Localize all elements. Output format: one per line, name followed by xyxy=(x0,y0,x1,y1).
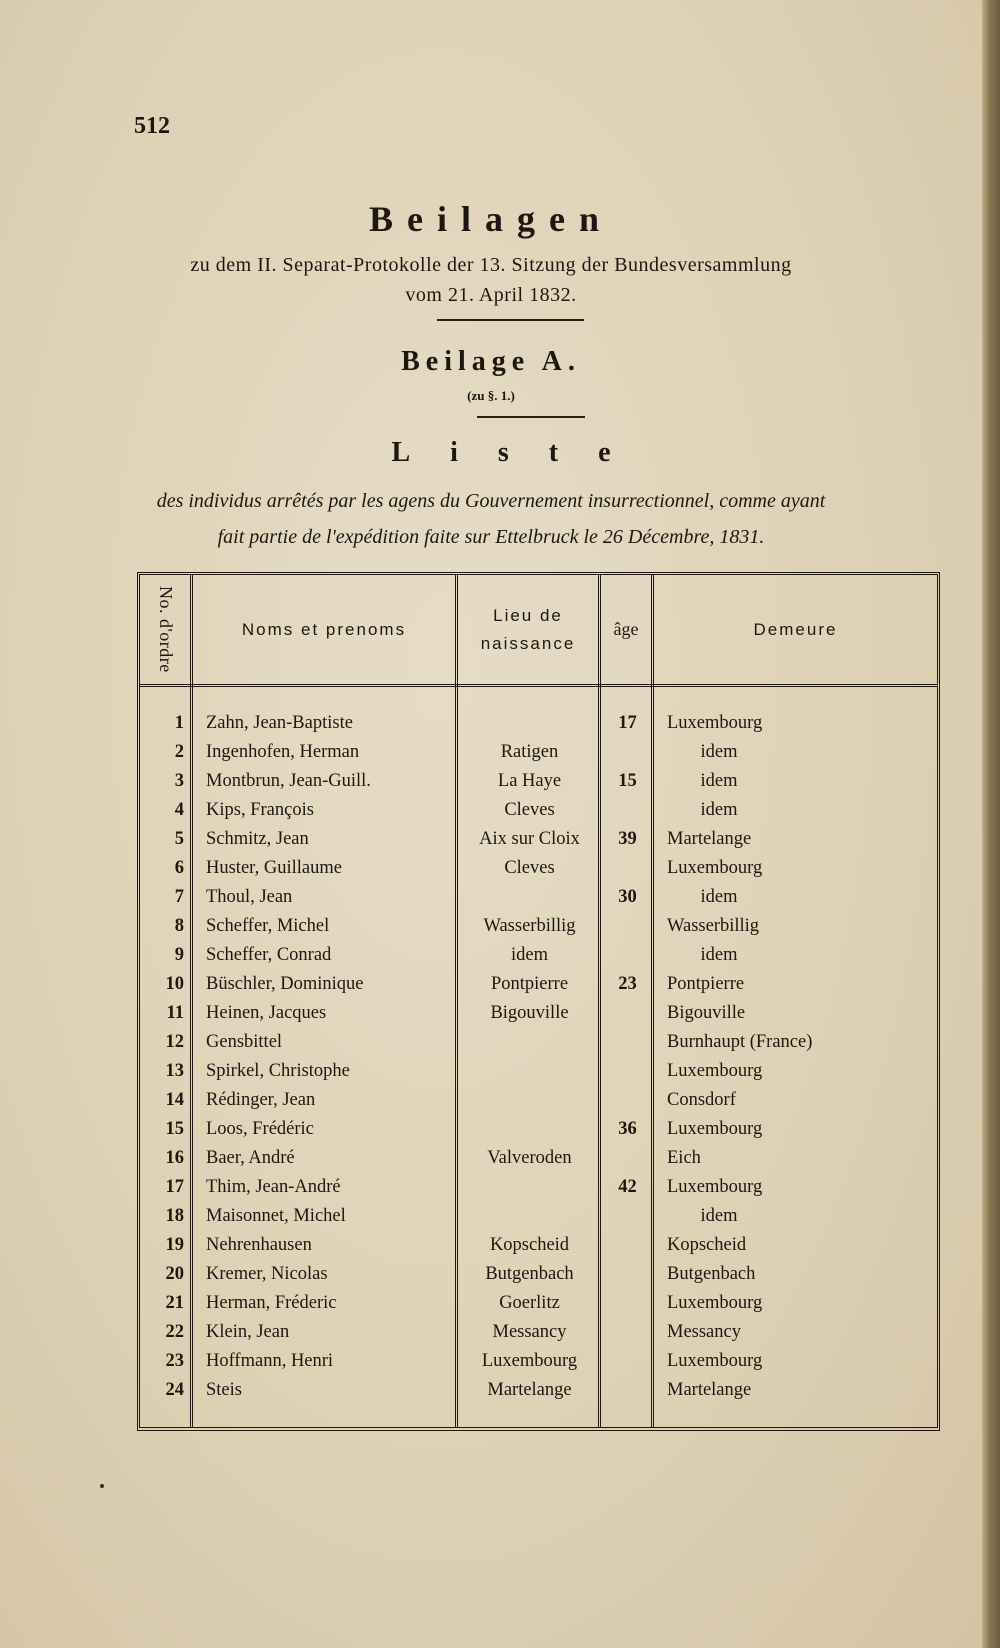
table-row xyxy=(140,970,937,999)
cell-lieu: Valveroden xyxy=(487,1148,572,1168)
table-body xyxy=(140,709,937,1405)
cell-no: 10 xyxy=(165,974,184,994)
header-age: âge xyxy=(613,619,639,640)
cell-age: 30 xyxy=(618,887,637,907)
cell-lieu: Kopscheid xyxy=(489,1235,570,1255)
cell-name: Montbrun, Jean-Guill. xyxy=(206,771,371,791)
page-title: Beilagen xyxy=(369,199,613,239)
cell-no: 6 xyxy=(174,858,184,878)
cell-no: 9 xyxy=(174,945,184,965)
list-title: Liste xyxy=(391,437,651,468)
ink-spot xyxy=(100,1484,104,1488)
table-row xyxy=(140,1144,937,1173)
table-row xyxy=(140,883,937,912)
cell-no: 19 xyxy=(165,1235,184,1255)
cell-demeure: Luxembourg xyxy=(667,713,763,733)
cell-lieu: Butgenbach xyxy=(485,1264,574,1284)
cell-demeure: Pontpierre xyxy=(667,974,745,994)
cell-age: 15 xyxy=(618,771,637,791)
cell-age: 23 xyxy=(618,974,637,994)
cell-demeure: idem xyxy=(700,771,738,791)
table-row xyxy=(140,738,937,767)
cell-name: Rédinger, Jean xyxy=(206,1090,316,1110)
cell-age: 42 xyxy=(618,1177,637,1197)
cell-name: Büschler, Dominique xyxy=(206,974,364,994)
cell-demeure: Luxembourg xyxy=(667,1061,763,1081)
cell-name: Steis xyxy=(206,1380,242,1400)
cell-lieu: La Haye xyxy=(497,771,562,791)
table-row xyxy=(140,825,937,854)
cell-demeure: Consdorf xyxy=(667,1090,736,1110)
cell-demeure: Martelange xyxy=(667,1380,752,1400)
cell-name: Baer, André xyxy=(206,1148,295,1168)
cell-no: 24 xyxy=(165,1380,184,1400)
cell-no: 11 xyxy=(166,1003,184,1023)
divider xyxy=(437,319,584,321)
table-row xyxy=(140,709,937,738)
page-edge xyxy=(982,0,1000,1648)
description-line-2: fait partie de l'expédition faite sur Ettelbruck le 26 Décembre, 1831. xyxy=(217,526,765,548)
cell-lieu: Wasserbillig xyxy=(483,916,576,936)
cell-lieu: Cleves xyxy=(504,800,555,820)
cell-name: Herman, Fréderic xyxy=(206,1293,337,1313)
cell-demeure: Luxembourg xyxy=(667,858,763,878)
cell-no: 18 xyxy=(165,1206,184,1226)
cell-demeure: idem xyxy=(700,887,738,907)
cell-no: 17 xyxy=(165,1177,184,1197)
table-row xyxy=(140,1202,937,1231)
table-row xyxy=(140,1289,937,1318)
header-divider xyxy=(140,684,937,687)
cell-name: Gensbittel xyxy=(206,1032,283,1052)
table-row xyxy=(140,1173,937,1202)
cell-lieu: idem xyxy=(511,945,548,965)
table-row xyxy=(140,999,937,1028)
cell-demeure: Kopscheid xyxy=(667,1235,747,1255)
cell-no: 2 xyxy=(174,742,184,762)
cell-name: Zahn, Jean-Baptiste xyxy=(206,713,353,733)
header-no-ordre: No. d'ordre xyxy=(155,586,176,673)
section-title: Beilage A. xyxy=(401,346,581,377)
table-row xyxy=(140,1231,937,1260)
page-number: 512 xyxy=(134,113,170,139)
cell-demeure: idem xyxy=(700,945,738,965)
cell-name: Thoul, Jean xyxy=(206,887,293,907)
cell-name: Ingenhofen, Herman xyxy=(206,742,360,762)
cell-demeure: Wasserbillig xyxy=(667,916,760,936)
cell-no: 20 xyxy=(165,1264,184,1284)
cell-name: Thim, Jean-André xyxy=(206,1177,341,1197)
cell-no: 21 xyxy=(165,1293,184,1313)
table-row xyxy=(140,1376,937,1405)
cell-name: Kremer, Nicolas xyxy=(206,1264,328,1284)
cell-demeure: Messancy xyxy=(667,1322,741,1342)
cell-name: Hoffmann, Henri xyxy=(206,1351,334,1371)
cell-name: Huster, Guillaume xyxy=(206,858,342,878)
table-row xyxy=(140,941,937,970)
cell-name: Nehrenhausen xyxy=(206,1235,312,1255)
cell-demeure: Burnhaupt (France) xyxy=(667,1032,813,1052)
cell-lieu: Aix sur Cloix xyxy=(479,829,580,849)
cell-lieu: Pontpierre xyxy=(490,974,569,994)
cell-age: 36 xyxy=(618,1119,637,1139)
cell-lieu: Martelange xyxy=(487,1380,572,1400)
cell-no: 8 xyxy=(174,916,184,936)
cell-no: 12 xyxy=(165,1032,184,1052)
cell-lieu: Cleves xyxy=(504,858,555,878)
header-demeure: Demeure xyxy=(753,619,838,639)
cell-demeure: Luxembourg xyxy=(667,1351,763,1371)
cell-no: 4 xyxy=(174,800,184,820)
subtitle-line-2: vom 21. April 1832. xyxy=(405,284,577,306)
cell-age: 17 xyxy=(618,713,637,733)
cell-name: Heinen, Jacques xyxy=(206,1003,327,1023)
header-noms-prenoms: Noms et prenoms xyxy=(241,619,407,639)
header-lieu-naissance: Lieu de naissance xyxy=(480,606,576,653)
cell-name: Kips, François xyxy=(206,800,314,820)
cell-demeure: idem xyxy=(700,742,738,762)
cell-no: 15 xyxy=(165,1119,184,1139)
cell-demeure: Martelange xyxy=(667,829,752,849)
cell-no: 3 xyxy=(174,771,184,791)
cell-no: 23 xyxy=(165,1351,184,1371)
table-row xyxy=(140,1318,937,1347)
cell-age: 39 xyxy=(618,829,637,849)
table-row xyxy=(140,912,937,941)
description-line-1: des individus arrêtés par les agens du Gouvernement insurrectionnel, comme ayant xyxy=(156,490,826,512)
cell-name: Maisonnet, Michel xyxy=(206,1206,346,1226)
subtitle-line-1: zu dem II. Separat-Protokolle der 13. Sitzung der Bundesversammlung xyxy=(190,254,792,276)
cell-name: Spirkel, Christophe xyxy=(206,1061,350,1081)
cell-no: 1 xyxy=(174,713,184,733)
table-row xyxy=(140,796,937,825)
table-row xyxy=(140,1057,937,1086)
cell-demeure: Bigouville xyxy=(667,1003,746,1023)
detainee-table xyxy=(137,572,940,1431)
cell-no: 14 xyxy=(165,1090,184,1110)
cell-lieu: Bigouville xyxy=(490,1003,569,1023)
cell-no: 7 xyxy=(174,887,184,907)
cell-demeure: Luxembourg xyxy=(667,1119,763,1139)
cell-name: Schmitz, Jean xyxy=(206,829,309,849)
cell-lieu: Goerlitz xyxy=(499,1293,560,1313)
cell-demeure: Butgenbach xyxy=(667,1264,756,1284)
cell-lieu: Messancy xyxy=(492,1322,567,1342)
cell-demeure: idem xyxy=(700,1206,738,1226)
cell-name: Scheffer, Conrad xyxy=(206,945,332,965)
section-note: (zu §. 1.) xyxy=(467,388,515,403)
divider xyxy=(477,416,585,418)
cell-no: 13 xyxy=(165,1061,184,1081)
table-row xyxy=(140,1260,937,1289)
cell-name: Klein, Jean xyxy=(206,1322,290,1342)
table-row xyxy=(140,1028,937,1057)
cell-name: Scheffer, Michel xyxy=(206,916,330,936)
cell-demeure: Luxembourg xyxy=(667,1293,763,1313)
table-row xyxy=(140,1347,937,1376)
table-row xyxy=(140,854,937,883)
cell-no: 5 xyxy=(174,829,184,849)
table-row xyxy=(140,1115,937,1144)
cell-no: 16 xyxy=(165,1148,184,1168)
cell-name: Loos, Frédéric xyxy=(206,1119,314,1139)
cell-lieu: Ratigen xyxy=(500,742,559,762)
cell-demeure: Eich xyxy=(667,1148,701,1168)
table-row xyxy=(140,1086,937,1115)
table-row xyxy=(140,767,937,796)
cell-lieu: Luxembourg xyxy=(481,1351,578,1371)
cell-demeure: idem xyxy=(700,800,738,820)
cell-no: 22 xyxy=(165,1322,184,1342)
cell-demeure: Luxembourg xyxy=(667,1177,763,1197)
